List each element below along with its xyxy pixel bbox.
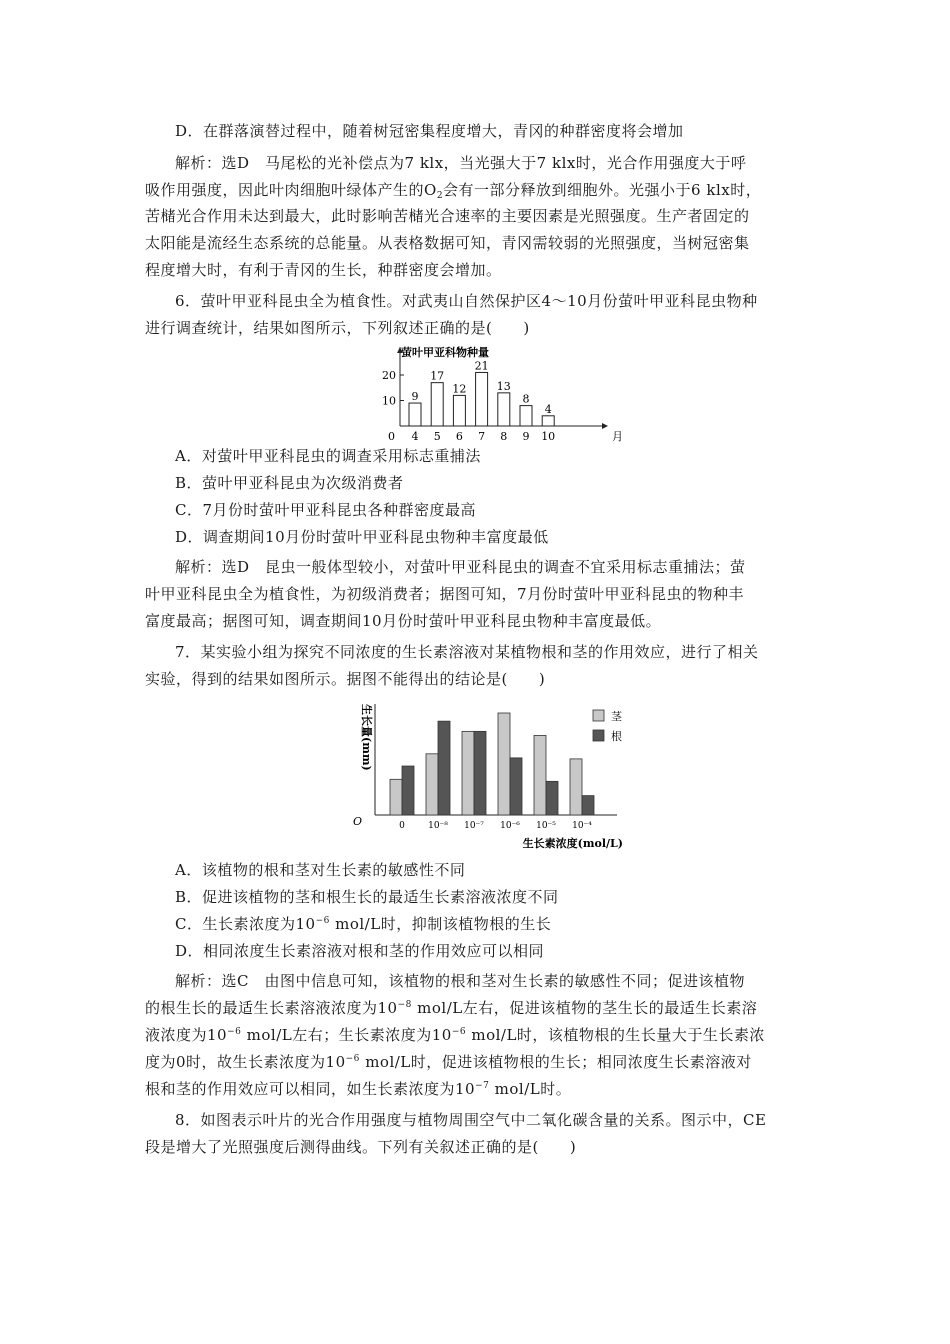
data-label: 8 xyxy=(522,392,530,406)
legend-swatch xyxy=(593,710,604,721)
y-tick-label: 10 xyxy=(382,394,396,408)
legend-label: 茎 xyxy=(611,710,622,723)
q7-option-c: C．生长素浓度为$10^{-6}$ mol/L时，抑制该植物根的生长 xyxy=(175,915,552,933)
x-tick-label: 4 xyxy=(411,430,419,443)
legend-swatch xyxy=(593,730,604,741)
bar xyxy=(520,406,532,426)
data-label: 17 xyxy=(430,369,445,383)
bar-stem xyxy=(498,713,510,815)
data-label: 12 xyxy=(452,382,467,396)
y-axis-label: 萤叶甲亚科物种量 xyxy=(401,346,489,359)
origin-label: O xyxy=(353,815,363,828)
bar-root xyxy=(438,721,450,815)
x-axis-arrow xyxy=(602,423,608,429)
q6-explanation-line: 富度最高；据图可知，调查期间10月份时萤叶甲亚科昆虫物种丰富度最低。 xyxy=(145,612,662,630)
q5-option-d: D．在群落演替过程中，随着树冠密集程度增大，青冈的种群密度将会增加 xyxy=(175,122,684,140)
data-label: 9 xyxy=(411,390,419,404)
bar xyxy=(409,403,421,426)
q6-option-a: A．对萤叶甲亚科昆虫的调查采用标志重捕法 xyxy=(175,447,481,465)
q7-option-b: B．促进该植物的茎和根生长的最适生长素溶液浓度不同 xyxy=(175,888,559,906)
bar-stem xyxy=(534,735,546,815)
q7-explanation-line: 度为0时，故生长素浓度为$10^{-6}$ mol/L时，促进该植物根的生长；相同浓度生长素溶液对 xyxy=(145,1053,752,1071)
q7-explanation-line: 的根生长的最适生长素溶液浓度为$10^{-8}$ mol/L左右，促进该植物的茎生长的最适生长素溶 xyxy=(145,999,758,1017)
y-tick-label: 20 xyxy=(382,369,396,382)
growth-bar-chart xyxy=(355,700,640,855)
x-tick-label: 10⁻⁵ xyxy=(536,821,556,831)
x-tick-label: 0 xyxy=(399,821,405,831)
q6-option-d: D．调查期间10月份时萤叶甲亚科昆虫物种丰富度最低 xyxy=(175,528,549,546)
q5-explanation-line: 吸作用强度，因此叶肉细胞叶绿体产生的$O_2$会有一部分释放到细胞外。光强小于6 klx时， xyxy=(145,181,762,201)
q5-explanation-line: 苦槠光合作用未达到最大，此时影响苦槠光合速率的主要因素是光照强度。生产者固定的 xyxy=(145,207,750,225)
bar-stem xyxy=(390,779,402,815)
q5-explanation-line: 太阳能是流经生态系统的总能量。从表格数据可知，青冈需较弱的光照强度，当树冠密集 xyxy=(145,234,750,252)
x-axis-label: 月 xyxy=(612,430,623,443)
q7-option-d: D．相同浓度生长素溶液对根和茎的作用效应可以相同 xyxy=(175,942,545,960)
q7-explanation-line: 液浓度为$10^{-6}$ mol/L左右；生长素浓度为$10^{-6}$ mol/L时，该植物根的生长量大于生长素浓 xyxy=(145,1026,765,1044)
q5-explanation-line: 解析：选D 马尾松的光补偿点为7 klx，当光强大于7 klx时，光合作用强度大于呼 xyxy=(175,154,747,172)
bar xyxy=(498,393,510,426)
bar-root xyxy=(510,758,522,815)
bar-root xyxy=(402,766,414,815)
legend-label: 根 xyxy=(611,730,622,743)
origin-label: 0 xyxy=(388,430,395,443)
q7-stem: 7．某实验小组为探究不同浓度的生长素溶液对某植物根和茎的作用效应，进行了相关 xyxy=(175,643,759,661)
x-tick-label: 10⁻⁷ xyxy=(464,821,484,831)
q8-stem: 段是增大了光照强度后测得曲线。下列有关叙述正确的是( ) xyxy=(145,1138,577,1156)
bar-stem xyxy=(570,759,582,815)
q7-explanation-line: 解析：选C 由图中信息可知，该植物的根和茎对生长素的敏感性不同；促进该植物 xyxy=(175,972,745,990)
x-tick-label: 10⁻⁶ xyxy=(500,821,520,831)
x-tick-label: 5 xyxy=(433,430,441,443)
x-tick-label: 10⁻⁸ xyxy=(428,821,448,831)
y-axis-label: 生长量(mm) xyxy=(360,704,373,771)
x-axis-label: 生长素浓度(mol/L) xyxy=(522,837,623,850)
species-bar-chart xyxy=(370,342,623,443)
bar-stem xyxy=(426,754,438,815)
x-tick-label: 8 xyxy=(500,430,508,443)
q5-explanation-line: 程度增大时，有利于青冈的生长，种群密度会增加。 xyxy=(145,261,502,279)
bar-root xyxy=(582,796,594,815)
data-label: 21 xyxy=(474,359,489,373)
q7-option-a: A．该植物的根和茎对生长素的敏感性不同 xyxy=(175,861,466,879)
q6-explanation-line: 解析：选D 昆虫一般体型较小，对萤叶甲亚科昆虫的调查不宜采用标志重捕法；萤 xyxy=(175,558,746,576)
bar xyxy=(431,383,443,426)
bar xyxy=(453,395,465,426)
bar xyxy=(542,416,554,426)
bar-root xyxy=(474,731,486,815)
q6-stem: 6．萤叶甲亚科昆虫全为植食性。对武夷山自然保护区4～10月份萤叶甲亚科昆虫物种 xyxy=(175,292,758,310)
x-tick-label: 7 xyxy=(478,430,486,443)
bar xyxy=(476,372,488,426)
data-label: 4 xyxy=(544,402,552,416)
data-label: 13 xyxy=(496,379,511,393)
q6-option-b: B．萤叶甲亚科昆虫为次级消费者 xyxy=(175,474,404,492)
x-tick-label: 9 xyxy=(522,430,530,443)
q7-explanation-line: 根和茎的作用效应可以相同，如生长素浓度为$10^{-7}$ mol/L时。 xyxy=(145,1080,572,1098)
q8-stem: 8．如图表示叶片的光合作用强度与植物周围空气中二氧化碳含量的关系。图示中，CE xyxy=(175,1111,767,1129)
x-tick-label: 6 xyxy=(455,430,463,443)
q7-stem: 实验，得到的结果如图所示。据图不能得出的结论是( ) xyxy=(145,670,546,688)
bar-root xyxy=(546,781,558,815)
q6-explanation-line: 叶甲亚科昆虫全为植食性，为初级消费者；据图可知，7月份时萤叶甲亚科昆虫的物种丰 xyxy=(145,585,745,603)
q6-stem: 进行调查统计，结果如图所示，下列叙述正确的是( ) xyxy=(145,319,530,337)
x-tick-label: 10⁻⁴ xyxy=(572,821,592,831)
bar-stem xyxy=(462,731,474,815)
x-tick-label: 10 xyxy=(541,430,556,443)
q6-option-c: C．7月份时萤叶甲亚科昆虫各种群密度最高 xyxy=(175,501,477,519)
